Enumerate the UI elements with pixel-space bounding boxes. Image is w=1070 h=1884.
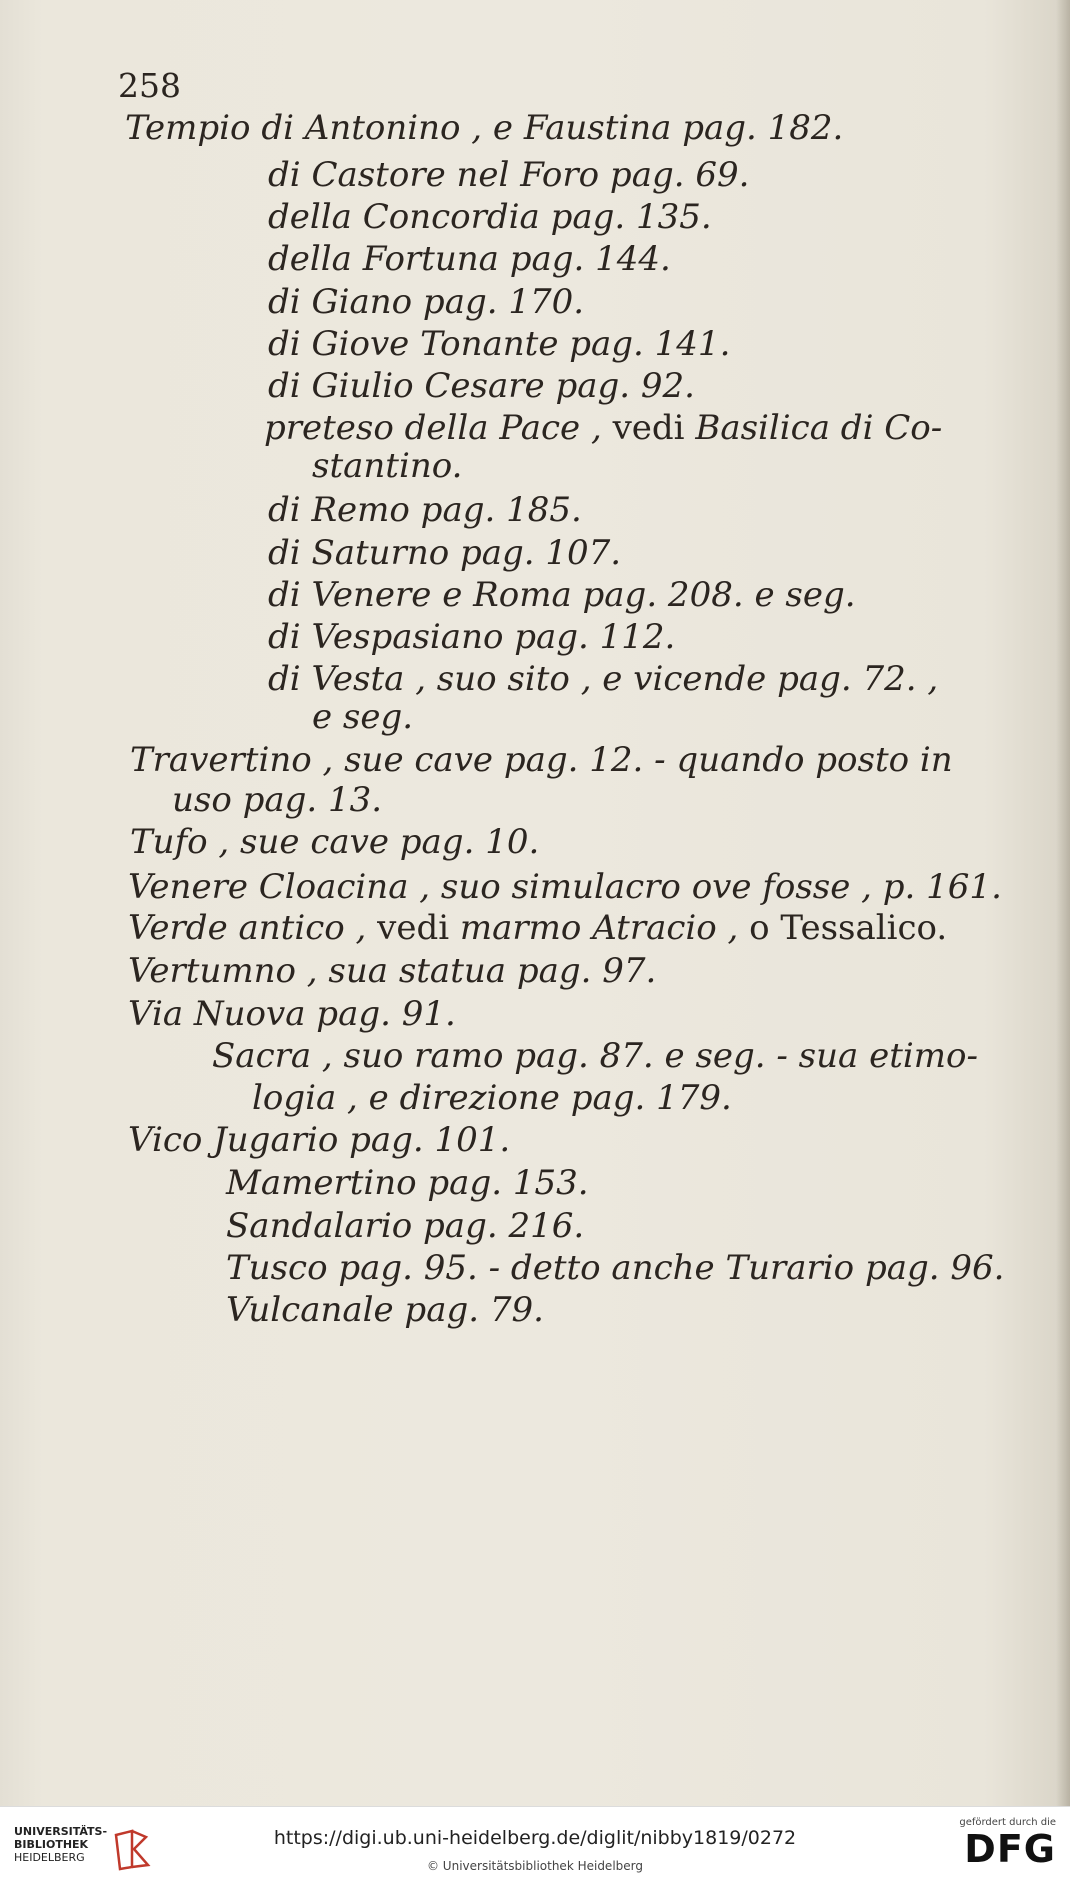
line-text-segment: di Giove Tonante pag. 141. (268, 324, 731, 364)
index-subentry (268, 366, 695, 406)
line-text-segment: della Concordia pag. 135. (268, 197, 712, 237)
index-subentry (268, 490, 582, 530)
index-subentry (268, 324, 730, 364)
line-text-segment: Travertino , sue cave pag. 12. - quando posto in (130, 740, 953, 780)
line-text-segment: marmo Atracio , (449, 908, 750, 948)
library-name-line: BIBLIOTHEK (14, 1838, 89, 1851)
index-continuation (252, 1078, 732, 1118)
index-subentry (268, 575, 856, 615)
line-text-segment: Vertumno , sua statua pag. 97. (128, 951, 657, 991)
line-text-segment: Mamertino pag. 153. (226, 1163, 589, 1203)
line-text-segment: della Fortuna pag. 144. (268, 239, 671, 279)
index-subentry (226, 1248, 1004, 1288)
library-name-line: UNIVERSITÄTS- (14, 1825, 108, 1838)
line-text-segment: o Tessalico. (749, 908, 948, 948)
line-text-segment: di Vesta , suo sito , e vicende pag. 72. , (268, 659, 939, 699)
index-subentry (212, 1036, 978, 1076)
sponsor-logo[interactable] (946, 1817, 1056, 1877)
line-text-segment: uso pag. 13. (172, 780, 383, 820)
line-text-segment: logia , e direzione pag. 179. (252, 1078, 732, 1118)
dfg-logo: DFG (964, 1827, 1056, 1871)
index-subentry (226, 1163, 589, 1203)
line-text-segment: Via Nuova pag. 91. (128, 994, 456, 1034)
line-text-segment: Venere Cloacina , suo simulacro ove fosse , p. 161. (128, 867, 1002, 907)
sponsor-caption: gefördert durch die (959, 1817, 1056, 1828)
line-text-segment: di Venere e Roma pag. 208. e seg. (268, 575, 856, 615)
line-text-segment: Sacra , suo ramo pag. 87. e seg. - sua etimo- (212, 1036, 978, 1076)
line-text-segment: di Remo pag. 185. (268, 490, 582, 530)
index-subentry (268, 239, 671, 279)
line-text-segment: di Vespasiano pag. 112. (268, 617, 676, 657)
line-text-segment: preteso della Pace , (264, 408, 613, 448)
library-name-line: HEIDELBERG (14, 1851, 85, 1864)
line-text-segment: Tusco pag. 95. - detto anche Turario pag. 96. (226, 1248, 1005, 1288)
line-text-segment: Verde antico , (128, 908, 378, 948)
copyright-notice: © Universitätsbibliothek Heidelberg (426, 1859, 643, 1873)
index-continuation (312, 697, 413, 737)
index-entry-via (128, 994, 456, 1034)
line-text-segment: Basilica di Co- (684, 408, 943, 448)
index-entry-vertumno (128, 951, 656, 991)
index-entry-travertino (130, 740, 953, 780)
index-entry-venere (128, 867, 1002, 907)
index-subentry (268, 659, 938, 699)
line-text-segment: Tufo , sue cave pag. 10. (130, 822, 540, 862)
line-text-segment: di Castore nel Foro pag. 69. (268, 155, 750, 195)
index-subentry (226, 1290, 544, 1330)
line-text-segment: Tempio di Antonino , e Faustina pag. 182. (125, 108, 844, 148)
index-subentry (264, 408, 942, 448)
line-text-segment: Vico Jugario pag. 101. (128, 1120, 511, 1160)
index-subentry (226, 1206, 584, 1246)
line-text-segment: Sandalario pag. 216. (226, 1206, 585, 1246)
index-subentry (268, 617, 675, 657)
permalink-url[interactable]: https://digi.ub.uni-heidelberg.de/diglit/nibby1819/0272 (273, 1827, 797, 1849)
index-entry-tempio (125, 108, 843, 148)
index-entry-tufo (130, 822, 539, 862)
index-continuation (172, 780, 382, 820)
viewer-footer (0, 1806, 1070, 1884)
index-entry-verde (128, 908, 947, 948)
index-subentry (268, 197, 712, 237)
line-text-segment: di Saturno pag. 107. (268, 533, 622, 573)
line-text-segment: di Giano pag. 170. (268, 282, 585, 322)
index-continuation (312, 446, 462, 486)
line-text-segment: Vulcanale pag. 79. (226, 1290, 544, 1330)
index-entry-vico (128, 1120, 510, 1160)
line-text-segment: vedi (612, 408, 685, 448)
index-subentry (268, 155, 749, 195)
line-text-segment: vedi (377, 908, 450, 948)
page-number: 258 (118, 66, 181, 105)
line-text-segment: stantino. (312, 446, 463, 486)
index-subentry (268, 533, 621, 573)
line-text-segment: di Giulio Cesare pag. 92. (268, 366, 695, 406)
line-text-segment: e seg. (312, 697, 414, 737)
index-subentry (268, 282, 584, 322)
